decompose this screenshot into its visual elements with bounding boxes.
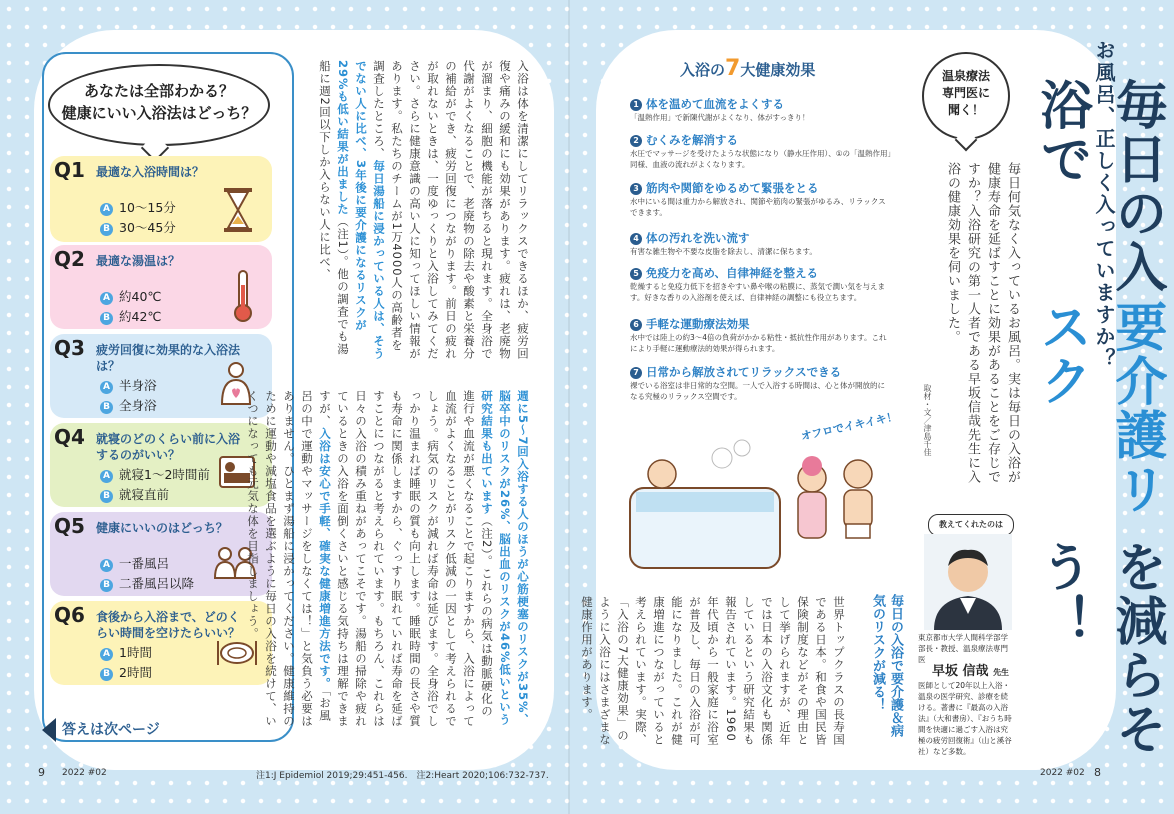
- q1-number: Q1: [54, 158, 85, 182]
- quiz-card-q4: [50, 423, 272, 507]
- profile-affiliation: 東京都市大学人間科学部学部長・教授、温泉療法専門医: [918, 633, 1008, 664]
- q6-number: Q6: [54, 603, 85, 627]
- title-main-2: 要介護リスク: [1031, 300, 1166, 516]
- quiz-bubble-line2: 健康にいい入浴法はどっち？: [61, 104, 257, 122]
- doctor-photo: [924, 534, 1012, 630]
- q2-option-a[interactable]: A 約40℃: [100, 287, 161, 305]
- effect-item-6: 6 手軽な運動療法効果 水中では陸上の約3〜4倍の負荷がかかる粘性・抵抗性作用があります。これにより手軽に運動療法的効果が得られます。: [630, 317, 887, 353]
- credit: 取材・文／津島千佳: [923, 384, 932, 456]
- right-page-number: 8: [1094, 766, 1101, 779]
- page-gutter: [568, 0, 570, 814]
- effect-item-7: 7 日常から解放されてリラックスできる 裸でいる浴室は非日常的な空間。一人で入浴する時間は、心と体が開放的になる究極のリラックス空間です。: [630, 365, 885, 401]
- q4-text: 就寝のどのくらい前に入浴するのがいい？: [96, 432, 241, 462]
- q1-text: 最適な入浴時間は？: [96, 165, 205, 179]
- effect-item-4: 4 体の汚れを洗い流す 有害な雑生物や不要な皮脂を除去し、清潔に保ちます。: [630, 231, 817, 256]
- quiz-card-q6: [50, 601, 272, 685]
- hourglass-icon: [218, 186, 258, 234]
- profile-name: 早坂 信哉 先生: [932, 664, 1010, 679]
- right-issue: 2022 #02: [1040, 768, 1085, 778]
- title-kicker: お風呂、正しく入っていますか？: [1092, 40, 1116, 370]
- option-a-badge: A: [100, 203, 113, 216]
- effect-item-2: 2 むくみを解消する 水圧でマッサージを受けたような状態になり（静水圧作用）、①の「温熱作用」同様、血液の流れがよくなります。: [630, 133, 892, 169]
- quiz-speech-bubble: [48, 64, 270, 146]
- left-page-number: 9: [38, 766, 45, 779]
- title-main-1: 毎日の入浴で: [1031, 78, 1166, 294]
- effects-title: 入浴の7大健康効果: [680, 56, 816, 81]
- q3-option-b[interactable]: B 全身浴: [100, 396, 157, 414]
- q5-number: Q5: [54, 514, 85, 538]
- effect-number-badge: 1: [630, 99, 642, 111]
- footnotes: 注1:J Epidemiol 2019;29:451-456. 注2:Heart 2020;106:732-737.: [256, 771, 549, 781]
- q5-option-b[interactable]: B 二番風呂以降: [100, 574, 194, 592]
- q2-number: Q2: [54, 247, 85, 271]
- effect-item-3: 3 筋肉や関節をゆるめて緊張をとる 水中にいる間は重力から解放され、関節や筋肉の緊張がゆるみ、リラックスできます。: [630, 181, 886, 217]
- lead-text: 毎日何気なく入っているお風呂。実は毎日の入浴が健康寿命を延ばすことに効果があることをご存じですか？入浴研究の第一人者である早坂信哉先生に入浴の健康効果を伺いました。: [945, 162, 1020, 484]
- q6-text: 食後から入浴まで、どのくらい時間を空けたらいい？: [96, 610, 241, 640]
- effect-item-5: 5 免疫力を高め、自律神経を整える 乾燥すると免疫力低下を招きやすい鼻や喉の粘膜に、蒸気で潤い気を与えます。好きな香りの入浴剤を使えば、自律神経の調整にも役立ちます。: [630, 266, 885, 302]
- q1-option-b[interactable]: B 30〜45分: [100, 218, 176, 236]
- left-body-col1: [246, 60, 532, 730]
- q6-option-a[interactable]: A 1時間: [100, 643, 152, 661]
- q3-option-a[interactable]: A 半身浴: [100, 376, 157, 394]
- quiz-card-q2: [50, 245, 272, 329]
- q5-text: 健康にいいのはどっち？: [96, 521, 228, 535]
- left-body-upper: 入浴は体を清潔にしてリラックスできるほか、疲労回復や痛みの緩和にも効果があります。疲れは、老廃物が溜まり、細胞の機能が落ちると現れます。全身浴で代謝がよくなることで、老廃物の除去や酸素と栄養分の補給ができ、疲労回復につながります。前日の疲れが取れないときは、一度ゆっくりと入浴してみてください。さらに健康意識の高い人に知ってほしい情報があります。私たちのチームが1万4000人の高齢者を調査したところ、毎日湯船に浸かっている人は、そうでない人に比べ、3年後に要介護になるリスクが29%も低い結果が出ました（注1）。他の調査でも湯船に週2回以下しか入らない人に比べ、: [318, 60, 530, 360]
- quiz-card-q3: [50, 334, 272, 418]
- subheading: 毎日の入浴で要介護＆病気のリスクが減る！: [870, 594, 903, 737]
- title-main-3: を減らそう！: [1031, 540, 1166, 756]
- q4-option-a[interactable]: A 就寝1〜2時間前: [100, 465, 210, 483]
- effect-item-1: 1 体を温めて血流をよくする 「温熱作用」で新陳代謝がよくなり、体がすっきり！: [630, 97, 810, 122]
- bathing-couple-illustration: [622, 428, 880, 578]
- q4-number: Q4: [54, 425, 85, 449]
- left-body-lower-block: 週に5〜7回入浴する人のほうが心筋梗塞のリスクが35%、脳卒中のリスクが26%、脳出血のリスクが46%低いという研究結果も出ています（注2）。これらの病気は動脈硬化の進行や血流が悪くなることで起こりますから、入浴によって血流がよくなることがリスク低減の一因として考えられるでしょう。病気のリスクが減れば寿命は延びます。全身浴でしっかり温まれば睡眠の質も向上します。睡眠時間の長さや質も寿命に関係しますから、ぐっすり眠れていれば寿命を延ばすことにつながると考えられています。もちろん、これらは日々の入浴の積み重ねがあってこそです。湯船の掃除や疲れているときの入浴を面倒くさいと感じる気持ちは理解できますが、入浴は安心で手軽、確実な健康増進方法です。「お風呂の中で運動やマッサージをしなくては！」と気負う必要はありません。ひとまず湯船に浸かってください。健康維持のために運動や減塩食品を選ぶように毎日の入浴を続けて、いくつになっても元気な体を目指しましょう。: [246, 390, 530, 728]
- q6-option-b[interactable]: B 2時間: [100, 663, 152, 681]
- left-issue: 2022 #02: [62, 768, 107, 778]
- q3-text: 疲労回復に効果的な入浴法は？: [96, 343, 241, 373]
- answer-next-page-link[interactable]: 答えは次ページ: [62, 722, 160, 738]
- expert-speech-bubble: 温泉療法 専門医に 聞く！: [922, 52, 1010, 140]
- right-body-text: 世界トップクラスの長寿国である日本。和食や国民皆保険制度などがその理由として挙げられますが、近年では日本の入浴文化も関係しているという研究結果も報告されています。1960年代頃から一般家庭に浴室が普及し、毎日の入浴が可能になりました。これが健康増進につながっていると考えられています。実際、「入浴の7大健康効果」のように入浴にはさまざまな健康作用があります。: [580, 596, 846, 746]
- illustration-caption: オフロでイキイキ！: [799, 409, 899, 444]
- quiz-card-q1: [50, 156, 272, 242]
- q4-option-b[interactable]: B 就寝直前: [100, 485, 169, 503]
- answer-arrow-icon: [42, 718, 56, 742]
- q5-option-a[interactable]: A 一番風呂: [100, 554, 169, 572]
- q3-number: Q3: [54, 336, 85, 360]
- option-b-badge: B: [100, 223, 113, 236]
- thermometer-icon: [228, 269, 258, 323]
- q2-text: 最適な湯温は？: [96, 254, 181, 268]
- profile-bio: 医師として20年以上入浴・温泉の医学研究、診療を続ける。著書に『最高の入浴法』（大和書房）、『おうち時間を快適に過ごす入浴は究極の疲労回復術』（山と溪谷社）など多数。: [918, 681, 1012, 756]
- profile-label: 教えてくれたのは: [928, 514, 1014, 536]
- q2-option-b[interactable]: B 約42℃: [100, 307, 161, 325]
- quiz-card-q5: [50, 512, 272, 596]
- q1-option-a[interactable]: A 10〜15分: [100, 198, 176, 216]
- quiz-bubble-line1: あなたは全部わかる？: [83, 82, 234, 100]
